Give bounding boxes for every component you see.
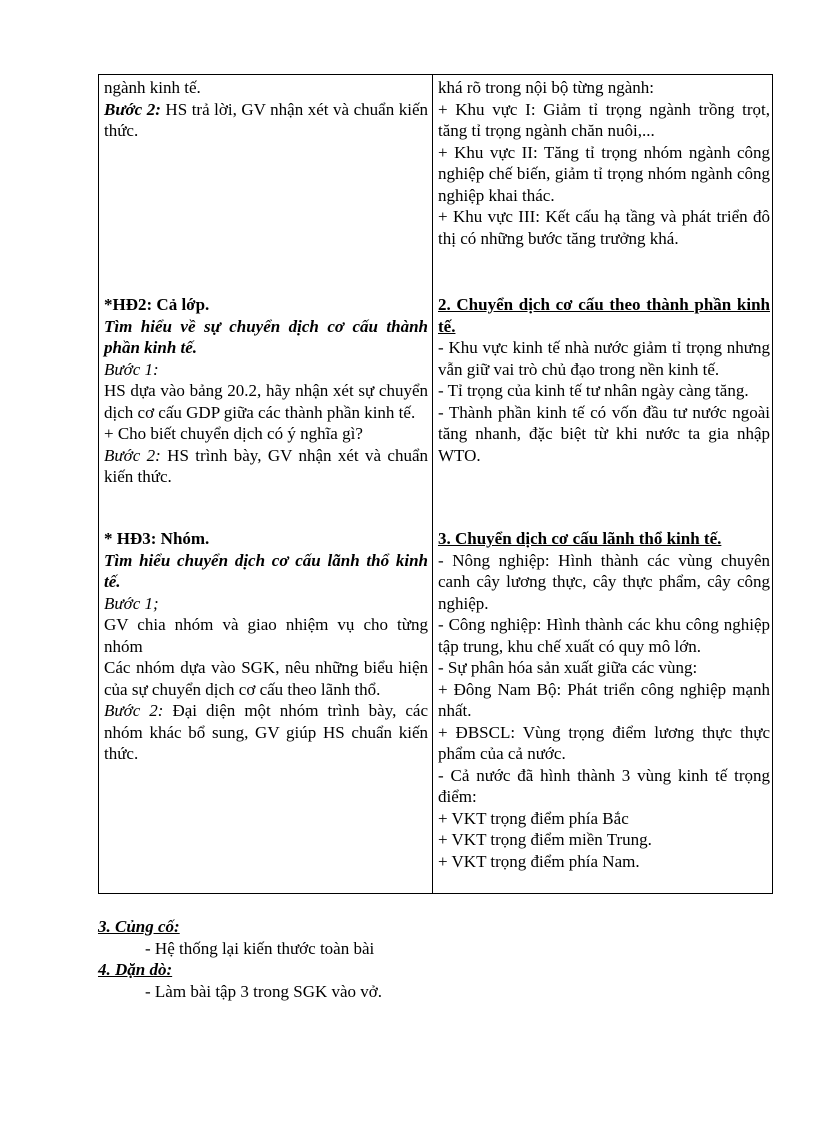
row2-left-body: HS dựa vào bảng 20.2, hãy nhận xét sự chuyển dịch cơ cấu GDP giữa các thành phần kinh tế. xyxy=(104,381,428,422)
row2-right-heading: 2. Chuyển dịch cơ cấu theo thành phần kinh tế. xyxy=(438,295,770,336)
row2-left-step2 xyxy=(104,445,428,488)
row3-step2-label: Bước 2: xyxy=(104,701,164,720)
row1-right-line-2: + Khu vực II: Tăng tỉ trọng nhóm ngành công nghiệp chế biến, giảm tỉ trọng nhóm ngành công nghiệp khai thác. xyxy=(438,142,770,205)
footer-section xyxy=(98,916,778,1002)
row2-left-heading: *HĐ2: Cả lớp. xyxy=(104,295,210,314)
row3-left-subheading: Tìm hiểu chuyển dịch cơ cấu lãnh thổ kinh tế. xyxy=(104,550,428,591)
row3-left-step2 xyxy=(104,700,428,765)
consolidate-heading: 3. Củng cố: xyxy=(98,917,180,936)
row3-right-line-1: - Công nghiệp: Hình thành các khu công nghiệp tập trung, khu chế xuất có quy mô lớn. xyxy=(438,615,770,656)
row3-left-step1: Bước 1; xyxy=(104,593,159,613)
row3-right-line-2: - Sự phân hóa sản xuất giữa các vùng: xyxy=(438,658,698,677)
homework-text: - Làm bài tập 3 trong SGK vào vở. xyxy=(145,981,383,1001)
row3-step2-text: Đại diện một nhóm trình bày, các nhóm khác bổ sung, GV giúp HS chuẩn kiến thức. xyxy=(104,701,428,763)
row1-right-line-1: + Khu vực I: Giảm tỉ trọng ngành trồng trọt, tăng tỉ trọng ngành chăn nuôi,... xyxy=(438,99,770,140)
row1-left-cell xyxy=(104,77,428,142)
row2-left-subheading: Tìm hiểu về sự chuyển dịch cơ cấu thành phần kinh tế. xyxy=(104,316,428,357)
row2-right-line-1: - Tỉ trọng của kinh tế tư nhân ngày càng tăng. xyxy=(438,381,749,400)
row3-right-line-8: + VKT trọng điểm phía Nam. xyxy=(438,851,640,871)
row3-right-line-0: - Nông nghiệp: Hình thành các vùng chuyên canh cây lương thực, cây thực phẩm, cây công nghiệp. xyxy=(438,550,770,613)
row2-step2-label: Bước 2: xyxy=(104,445,161,465)
row3-right-line-6: + VKT trọng điểm phía Bắc xyxy=(438,808,629,828)
row3-right-heading: 3. Chuyển dịch cơ cấu lãnh thổ kinh tế. xyxy=(438,529,722,548)
row3-left-heading: * HĐ3: Nhóm. xyxy=(104,529,210,548)
column-divider xyxy=(432,75,433,893)
row3-right-line-7: + VKT trọng điểm miền Trung. xyxy=(438,830,652,849)
row3-left-body2: Các nhóm dựa vào SGK, nêu những biểu hiện của sự chuyển dịch cơ cấu theo lãnh thổ. xyxy=(104,658,428,699)
row2-step2-text: HS trình bày, GV nhận xét và chuẩn kiến thức. xyxy=(104,445,428,486)
row1-left-step2 xyxy=(104,99,428,142)
row2-left-cell xyxy=(104,294,428,488)
row2-right-line-2: - Thành phần kinh tế có vốn đầu tư nước ngoài tăng nhanh, đặc biệt từ khi nước ta gia nhập WTO. xyxy=(438,402,770,465)
row3-left-body1: GV chia nhóm và giao nhiệm vụ cho từng nhóm xyxy=(104,615,428,656)
row3-right-line-5: - Cả nước đã hình thành 3 vùng kinh tế trọng điểm: xyxy=(438,765,770,806)
row2-left-step1: Bước 1: xyxy=(104,359,159,379)
lesson-table xyxy=(98,74,773,894)
row1-left-top: ngành kinh tế. xyxy=(104,78,201,97)
row1-step2-label: Bước 2: xyxy=(104,99,161,119)
row3-right-cell xyxy=(438,528,770,872)
row1-right-line-0: khá rõ trong nội bộ từng ngành: xyxy=(438,78,655,97)
row2-left-question: + Cho biết chuyển dịch có ý nghĩa gì? xyxy=(104,424,363,443)
row3-right-line-3: + Đông Nam Bộ: Phát triển công nghiệp mạnh nhất. xyxy=(438,679,770,720)
row1-right-line-3: + Khu vực III: Kết cấu hạ tầng và phát triển đô thị có những bước tăng trưởng khá. xyxy=(438,207,770,248)
row1-right-cell xyxy=(438,77,770,249)
row2-right-cell xyxy=(438,294,770,466)
row3-left-cell xyxy=(104,528,428,765)
row1-step2-text: HS trả lời, GV nhận xét và chuẩn kiến thức. xyxy=(104,99,428,140)
homework-heading: 4. Dặn dò: xyxy=(98,960,173,979)
row3-right-line-4: + ĐBSCL: Vùng trọng điểm lương thực thực phẩm của cả nước. xyxy=(438,722,770,763)
consolidate-text: - Hệ thống lại kiến thước toàn bài xyxy=(145,938,375,958)
row2-right-line-0: - Khu vực kinh tế nhà nước giảm tỉ trọng nhưng vẫn giữ vai trò chủ đạo trong nền kinh tế. xyxy=(438,338,770,379)
